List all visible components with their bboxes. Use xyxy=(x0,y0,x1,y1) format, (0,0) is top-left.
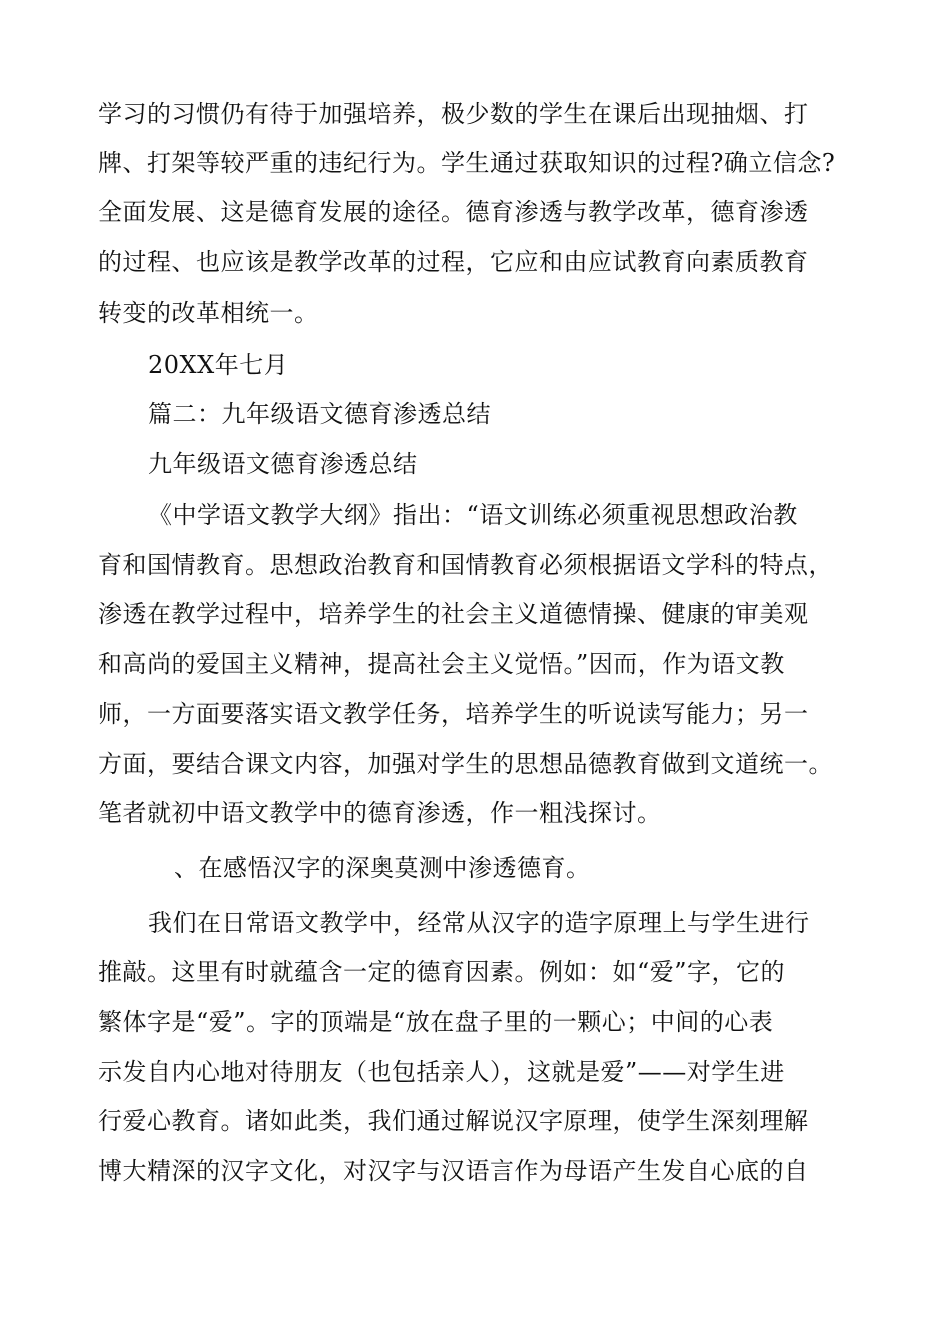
text-line: 学习的习惯仍有待于加强培养，极少数的学生在课后出现抽烟、打 xyxy=(98,100,809,128)
text-line: 笔者就初中语文教学中的德育渗透，作一粗浅探讨。 xyxy=(98,799,662,827)
text-line: 的过程、也应该是教学改革的过程，它应和由应试教育向素质教育 xyxy=(98,248,809,276)
text-line: 牌、打架等较严重的违纪行为。学生通过获取知识的过程?确立信念? xyxy=(98,149,836,177)
text-line: 我们在日常语文教学中，经常从汉字的造字原理上与学生进行 xyxy=(148,909,810,937)
text-line: 育和国情教育。思想政治教育和国情教育必须根据语文学科的特点， xyxy=(98,551,833,579)
text-line: 全面发展、这是德育发展的途径。德育渗透与教学改革，德育渗透 xyxy=(98,198,809,226)
text-line: 《中学语文教学大纲》指出：“语文训练必须重视思想政治教 xyxy=(148,501,798,529)
text-line: 示发自内心地对待朋友（也包括亲人），这就是爱”——对学生进 xyxy=(98,1058,785,1086)
text-line: 繁体字是“爱”。字的顶端是“放在盘子里的一颗心；中间的心表 xyxy=(98,1008,774,1036)
text-line: 渗透在教学过程中，培养学生的社会主义道德情操、健康的审美观 xyxy=(98,600,809,628)
text-line: 推敲。这里有时就蕴含一定的德育因素。例如：如“爱”字，它的 xyxy=(98,958,786,986)
text-line: 和高尚的爱国主义精神，提高社会主义觉悟。”因而，作为语文教 xyxy=(98,650,785,678)
text-line: 博大精深的汉字文化，对汉字与汉语言作为母语产生发自心底的自 xyxy=(98,1157,809,1185)
text-line: 方面，要结合课文内容，加强对学生的思想品德教育做到文道统一。 xyxy=(98,750,833,778)
date-line: 20XX年七月 xyxy=(148,351,289,379)
subsection-heading: 、在感悟汉字的深奥莫测中渗透德育。 xyxy=(174,854,591,882)
text-line: 师，一方面要落实语文教学任务，培养学生的听说读写能力；另一 xyxy=(98,700,809,728)
article-title: 九年级语文德育渗透总结 xyxy=(148,450,418,478)
text-line: 行爱心教育。诸如此类，我们通过解说汉字原理，使学生深刻理解 xyxy=(98,1107,809,1135)
section-title: 篇二：九年级语文德育渗透总结 xyxy=(148,400,491,428)
text-line: 转变的改革相统一。 xyxy=(98,299,319,327)
